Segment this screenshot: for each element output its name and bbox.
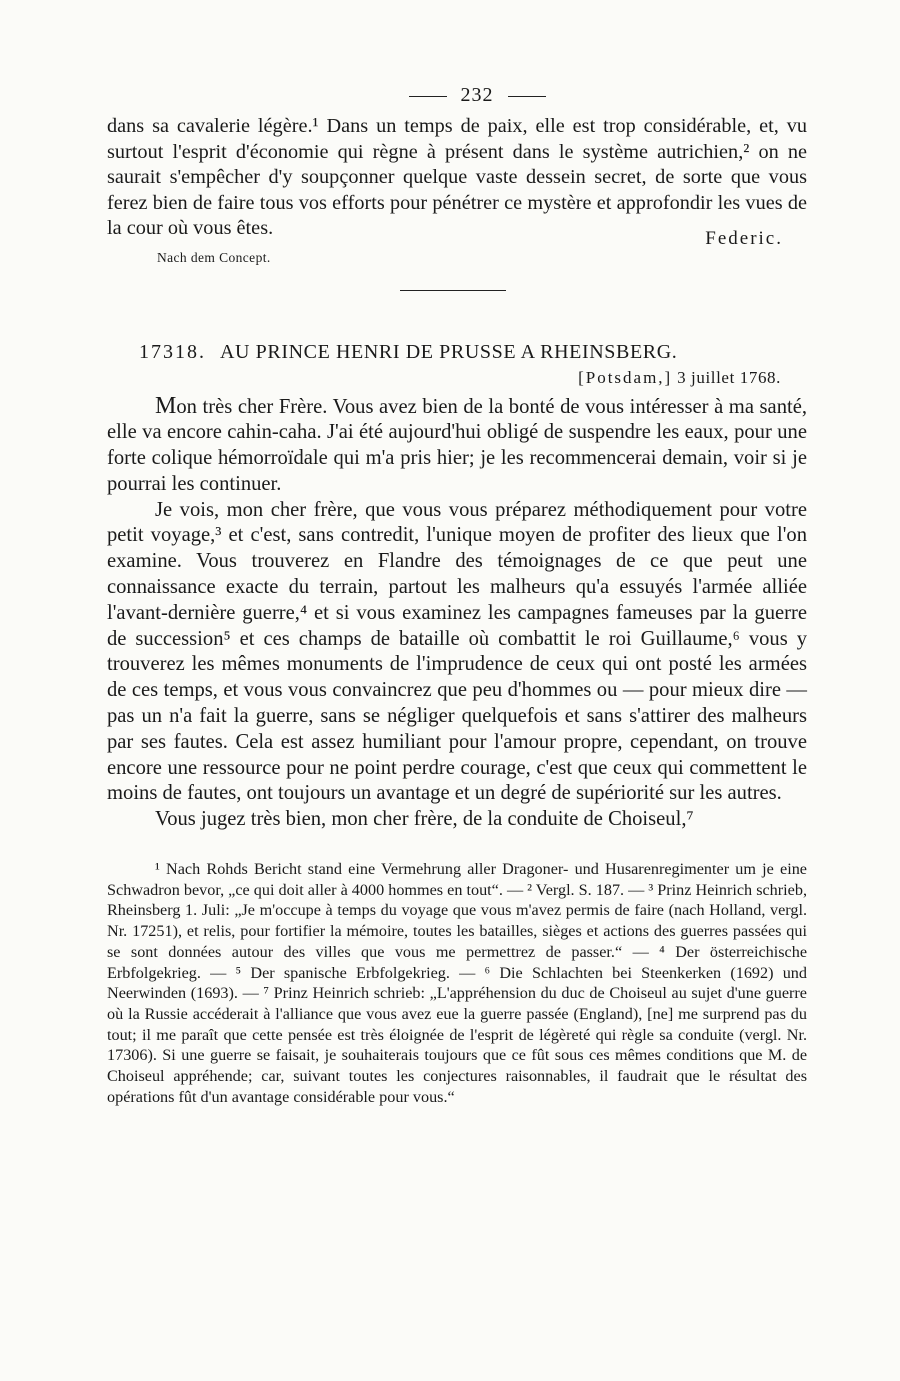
page-header xyxy=(147,84,807,114)
book-page xyxy=(107,84,807,1107)
letter-date: 3 juillet 1768. xyxy=(677,367,781,387)
letter-number: 17318. xyxy=(139,340,206,363)
footnotes-text: ¹ Nach Rohds Bericht stand eine Vermehrung aller Dragoner- und Husarenregimenter um je eine Schwadron bevor, „ce qui doit aller à 4000 hommes en tout“. — ² Vergl. S. 187. — ³ Prinz Heinrich schrieb, Rheinsberg 1. Juli: „Je m'occupe à temps du voyage que vous m'avez permis de faire (nach Holland, vergl. Nr. 17251), et relis, pour fortifier la mémoire, toutes les batailles, sièges et actions des guerres passées qui se sont données autour des villes que vous me permettrez de passer.“ — ⁴ Der österreichische Erbfolgekrieg. — ⁵ Der spanische Erbfolgekrieg. — ⁶ Die Schlachten bei Steenkerken (1692) und Neerwinden (1693). — ⁷ Prinz Heinrich schrieb: „L'appréhension du duc de Choiseul au sujet d'une guerre où la Russie accéderait à l'alliance que vous avez eue la guerre passée (England), [ne] me surprend pas du tout; il me paraît que cette pensée est très éloignée de l'esprit de légèreté qui règle sa conduite (vergl. Nr. 17306). Si une guerre se faisait, je souhaiterais toujours que ce fût sous ces mêmes conditions que M. de Choiseul appréhende; car, suivant toutes les conjectures raisonnables, il faudrait que le résultat des opérations fût d'un avantage considérable pour vous.“ xyxy=(107,860,807,1106)
letter-place: [Potsdam,] xyxy=(578,367,673,387)
letter-body xyxy=(107,394,807,834)
footnotes xyxy=(107,859,807,1107)
drop-initial: M xyxy=(155,392,177,419)
letter-title: AU PRINCE HENRI DE PRUSSE A RHEINSBERG. xyxy=(220,340,678,363)
letter-paragraph-1-text: on très cher Frère. Vous avez bien de la bonté de vous intéresser à ma santé, elle va encore cahin-caha. J'ai été aujourd'hui obligé de suspendre les eaux, pour une forte colique hémorroïdale qui m'a pris hier; je les recommencerai demain, voir si je pourrai les continuer. xyxy=(107,395,807,495)
signature: Federic. xyxy=(705,227,783,249)
header-dash-right xyxy=(508,96,546,97)
letter-heading xyxy=(107,341,807,364)
signature-row xyxy=(107,227,807,288)
letter-dateline xyxy=(107,368,807,388)
section-divider xyxy=(400,290,506,291)
letter-paragraph-1 xyxy=(107,394,807,498)
header-dash-left xyxy=(409,96,447,97)
letter-paragraph-2: Je vois, mon cher frère, que vous vous préparez méthodiquement pour votre petit voyage,³ et c'est, sans contredit, l'unique moyen de profiter des lieux que l'on examine. Vous trouverez en Flandre des témoignages de ce que peut une connaissance exacte du terrain, partout les malheurs qu'a essuyés l'armée alliée l'avant-dernière guerre,⁴ et si vous examinez les campagnes fameuses par la guerre de succession⁵ et ces champs de bataille où combattit le roi Guillaume,⁶ vous y trouverez les mêmes monuments de l'imprudence de ceux qui ont posté les armées de ces temps, et vous vous convaincrez que peu d'hommes ou — pour mieux dire — pas un n'a fait la guerre, sans se négliger quelquefois et sans s'attirer des malheurs par ses fautes. Cela est assez humiliant pour l'amour propre, cependant, on trouve encore une ressource pour ne point perdre courage, c'est que ceux qui commettent le moins de fautes, ont toujours un avantage et un degré de supériorité sur les autres. xyxy=(107,498,807,805)
letter-paragraph-3: Vous jugez très bien, mon cher frère, de la conduite de Choiseul,⁷ xyxy=(155,808,694,831)
carryover-paragraph: dans sa cavalerie légère.¹ Dans un temps de paix, elle est trop considérable, et, vu surtout l'esprit d'économie qui règne à présent dans le système autrichien,² on ne saurait s'empêcher d'y soupçonner quelque vaste dessein secret, de sorte que vous ferez bien de faire tous vos efforts pour pénétrer ce mystère et approfondir les vues de la cour où vous êtes. xyxy=(107,115,807,239)
page-number: 232 xyxy=(460,84,494,106)
concept-note: Nach dem Concept. xyxy=(157,249,271,265)
